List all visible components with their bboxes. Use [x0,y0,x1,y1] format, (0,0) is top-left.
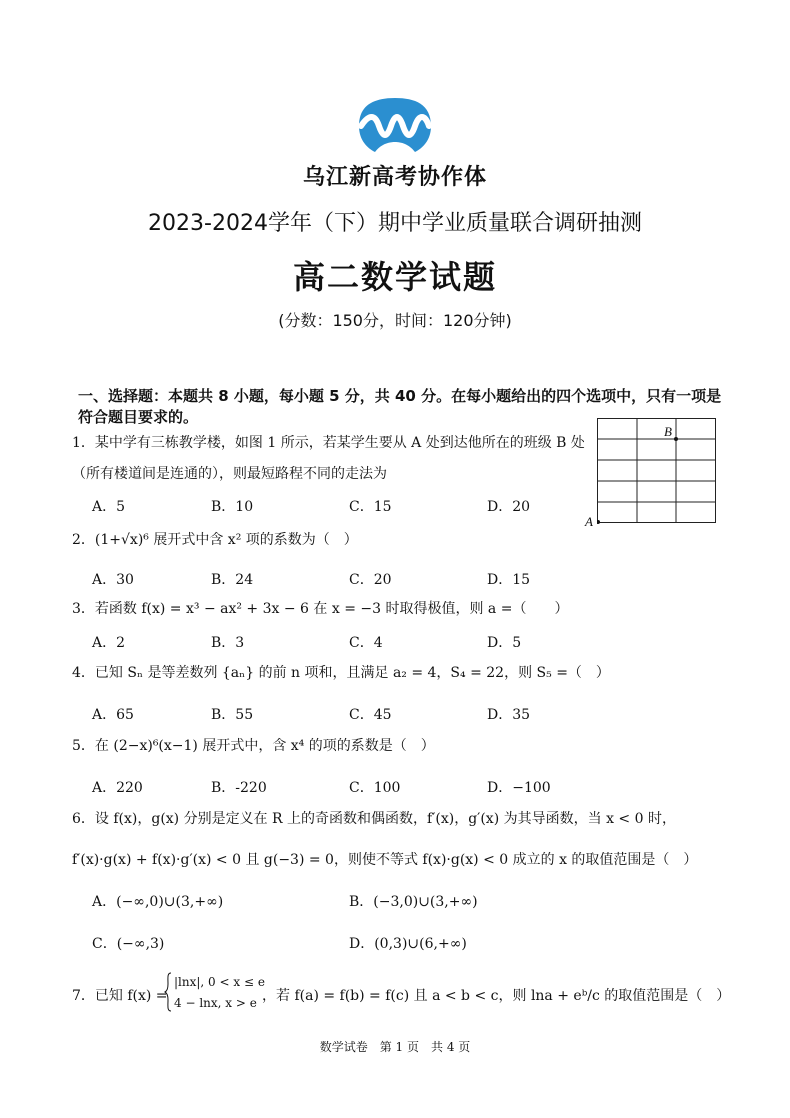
question-7-suffix: ，若 f(a) = f(b) = f(c) 且 a < b < c，则 lna + eᵇ/c 的取值范围是（ ） [262,988,731,1004]
exam-title: 2023-2024学年（下）期中学业质量联合调研抽测 [148,211,642,236]
question-3-option-a: A．2 [92,635,126,651]
point-a-label: A [585,514,593,529]
question-3-option-c: C．4 [349,635,383,651]
question-7-case-1: |lnx|, 0 < x ≤ e [174,975,265,989]
piecewise-brace [164,972,172,1012]
question-6-option-d: D．(0,3)∪(6,+∞) [349,936,467,952]
question-2-option-c: C．20 [349,572,392,588]
page-footer: 数学试卷 第 1 页 共 4 页 [319,1040,471,1054]
question-6-option-c: C．(−∞,3) [92,936,165,952]
question-2-option-d: D．15 [487,572,531,588]
question-5-option-d: D．−100 [487,780,551,796]
section-heading: 一、选择题：本题共 8 小题，每小题 5 分，共 40 分。在每小题给出的四个选项中，只有一项是符合题目要求的。 [78,387,722,426]
question-4-option-b: B．55 [211,707,254,723]
question-4-option-c: C．45 [349,707,392,723]
figure-1-grid [597,418,717,524]
question-5-option-a: A．220 [92,780,143,796]
question-2-option-b: B．24 [211,572,254,588]
question-1-line-2: （所有楼道间是连通的），则最短路程不同的走法为 [72,466,387,482]
question-5-option-b: B．-220 [211,780,267,796]
question-1-option-d: D．20 [487,499,531,515]
organization-name: 乌江新高考协作体 [302,165,487,190]
question-4-option-d: D．35 [487,707,531,723]
question-6-line-2: f′(x)·g(x) + f(x)·g′(x) < 0 且 g(−3) = 0，则使不等式 f(x)·g(x) < 0 成立的 x 的取值范围是（ ） [72,852,698,868]
question-2-option-a: A．30 [92,572,134,588]
question-6-option-a: A．(−∞,0)∪(3,+∞) [92,894,224,910]
question-7-prefix: 7．已知 f(x) = [72,988,168,1004]
question-3-text: 3．若函数 f(x) = x³ − ax² + 3x − 6 在 x = −3 时取得极值，则 a =（ ） [72,601,569,617]
question-3-option-b: B．3 [211,635,245,651]
question-4-text: 4．已知 Sₙ 是等差数列 {aₙ} 的前 n 项和，且满足 a₂ = 4，S₄ = 22，则 S₅ =（ ） [72,665,610,681]
question-2-text: 2．(1+√x)⁶ 展开式中含 x² 项的系数为（ ） [72,532,358,548]
question-7-case-2: 4 − lnx, x > e [174,996,257,1010]
question-1-option-b: B．10 [211,499,254,515]
question-1-line-1: 1．某中学有三栋教学楼，如图 1 所示，若某学生要从 A 处到达他所在的班级 B 处 [72,435,585,451]
question-1-option-c: C．15 [349,499,392,515]
subject-title: 高二数学试题 [292,258,497,296]
score-time-info: (分数：150分，时间：120分钟) [278,311,512,330]
point-b-label: B [664,424,672,439]
question-6-line-1: 6．设 f(x)，g(x) 分别是定义在 R 上的奇函数和偶函数，f′(x)，g′(x) 为其导函数，当 x < 0 时， [72,811,676,827]
wave-logo-icon [355,96,435,158]
question-3-option-d: D．5 [487,635,522,651]
question-5-option-c: C．100 [349,780,401,796]
question-6-option-b: B．(−3,0)∪(3,+∞) [349,894,478,910]
question-5-text: 5．在 (2−x)⁶(x−1) 展开式中，含 x⁴ 的项的系数是（ ） [72,738,435,754]
question-1-option-a: A．5 [92,499,126,515]
question-4-option-a: A．65 [92,707,134,723]
